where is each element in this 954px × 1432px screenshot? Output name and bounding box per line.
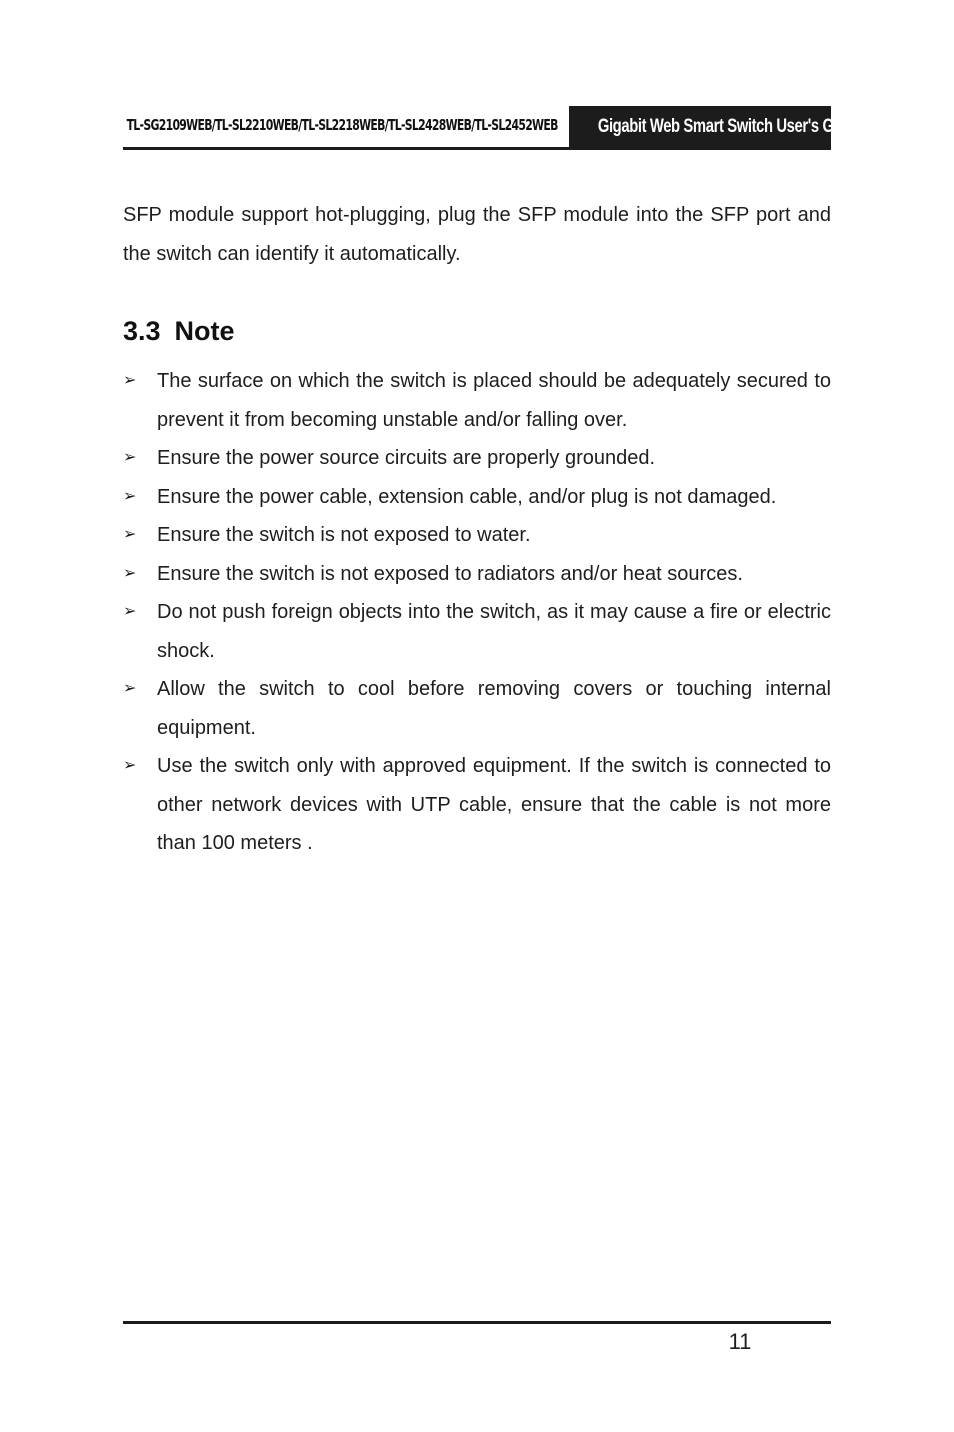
note-item	[123, 593, 831, 670]
arrow-bullet-icon: ➢	[123, 526, 137, 543]
note-item	[123, 478, 831, 517]
note-text: Do not push foreign objects into the switch, as it may cause a fire or electric shock.	[157, 601, 831, 662]
note-item	[123, 362, 831, 439]
note-text: Ensure the power cable, extension cable, and/or plug is not damaged.	[157, 485, 777, 508]
arrow-bullet-icon: ➢	[123, 564, 137, 582]
note-item	[123, 439, 831, 478]
note-item	[123, 516, 831, 555]
note-text: The surface on which the switch is placed should be adequately secured to prevent it from becoming unstable and/or falling over.	[157, 370, 831, 431]
section-number: 3.3	[123, 316, 161, 346]
header-model-list: TL-SG2109WEB/TL-SL2210WEB/TL-SL2218WEB/TL-SL2428WEB/TL-SL2452WEB	[126, 116, 558, 134]
arrow-bullet-icon: ➢	[123, 372, 137, 389]
note-item	[123, 747, 831, 863]
arrow-bullet-icon: ➢	[123, 487, 137, 505]
note-list	[123, 362, 831, 863]
arrow-bullet-icon: ➢	[123, 449, 137, 466]
note-text: Ensure the switch is not exposed to water.	[157, 524, 531, 546]
header-guide-title: Gigabit Web Smart Switch User's Guide	[597, 116, 863, 137]
note-text: Allow the switch to cool before removing covers or touching internal equipment.	[157, 678, 831, 739]
arrow-bullet-icon: ➢	[123, 680, 137, 697]
note-text: Use the switch only with approved equipment. If the switch is connected to other network devices with UTP cable, ensure that the cable is not more than 100 meters .	[157, 755, 831, 854]
header-rule	[123, 147, 831, 150]
header-guide-title-box	[569, 106, 863, 148]
page-number: 11	[728, 1329, 752, 1354]
arrow-bullet-icon: ➢	[123, 757, 137, 774]
arrow-bullet-icon: ➢	[123, 603, 137, 620]
note-text: Ensure the switch is not exposed to radiators and/or heat sources.	[157, 562, 743, 585]
page-header	[123, 106, 863, 148]
note-text: Ensure the power source circuits are properly grounded.	[157, 447, 656, 469]
intro-paragraph: SFP module support hot-plugging, plug the SFP module into the SFP port and the switch can identify it automatically.	[123, 204, 831, 265]
note-item	[123, 670, 831, 747]
section-heading	[123, 316, 235, 347]
footer-rule	[123, 1321, 831, 1324]
note-item	[123, 555, 831, 594]
section-title: Note	[174, 316, 235, 346]
